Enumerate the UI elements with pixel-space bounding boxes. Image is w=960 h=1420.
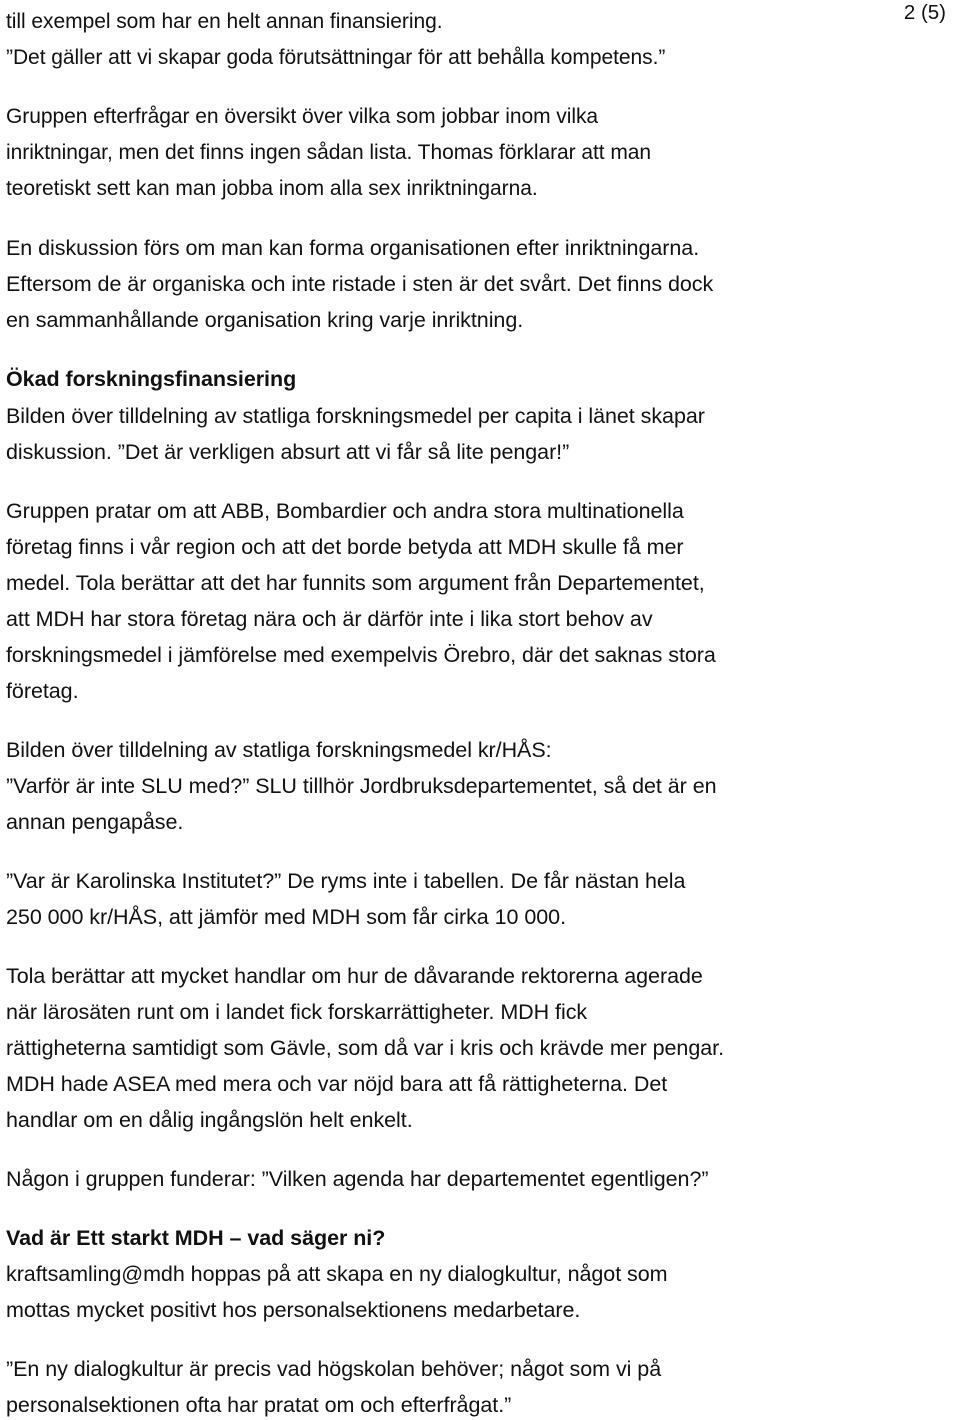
text-line: En diskussion förs om man kan forma organisationen efter inriktningarna. — [6, 236, 700, 260]
text-line: diskussion. ”Det är verkligen absurt att vi får så lite pengar!” — [6, 440, 570, 464]
text-line: mottas mycket positivt hos personalsektionens medarbetare. — [6, 1298, 581, 1322]
text-line: Eftersom de är organiska och inte ristade i sten är det svårt. Det finns dock — [6, 272, 714, 296]
text-line: forskningsmedel i jämförelse med exempelvis Örebro, där det saknas stora — [6, 643, 716, 667]
text-line: Tola berättar att mycket handlar om hur de dåvarande rektorerna agerade — [6, 964, 703, 988]
text-line: 250 000 kr/HÅS, att jämför med MDH som får cirka 10 000. — [6, 905, 567, 929]
text-line: när lärosäten runt om i landet fick forskarrättigheter. MDH fick — [6, 1000, 588, 1024]
text-line: Någon i gruppen funderar: ”Vilken agenda har departementet egentligen?” — [6, 1167, 709, 1191]
text-line: företag. — [6, 679, 79, 703]
quote-line: ”Det gäller att vi skapar goda förutsättningar för att behålla kompetens.” — [6, 46, 666, 69]
text-line: teoretiskt sett kan man jobba inom alla sex inriktningarna. — [6, 177, 538, 200]
section-heading: Vad är Ett starkt MDH – vad säger ni? — [6, 1226, 386, 1250]
text-line: företag finns i vår region och att det borde betyda att MDH skulle få mer — [6, 535, 684, 559]
text-line: ”Var är Karolinska Institutet?” De ryms inte i tabellen. De får nästan hela — [6, 869, 686, 893]
text-line: inriktningar, men det finns ingen sådan lista. Thomas förklarar att man — [6, 141, 652, 164]
quote-line: ”En ny dialogkultur är precis vad högskolan behöver; något som vi på — [6, 1357, 662, 1381]
text-line: medel. Tola berättar att det har funnits som argument från Departementet, — [6, 571, 705, 595]
text-line: Gruppen pratar om att ABB, Bombardier och andra stora multinationella — [6, 499, 684, 523]
text-line: Bilden över tilldelning av statliga forskningsmedel per capita i länet skapar — [6, 404, 705, 428]
text-line: rättigheterna samtidigt som Gävle, som då var i kris och krävde mer pengar. — [6, 1036, 725, 1060]
text-line: kraftsamling@mdh hoppas på att skapa en ny dialogkultur, något som — [6, 1262, 668, 1286]
quote-line: personalsektionen ofta har pratat om och efterfrågat.” — [6, 1393, 512, 1417]
text-line: Gruppen efterfrågar en översikt över vilka som jobbar inom vilka — [6, 105, 599, 128]
text-line: MDH hade ASEA med mera och var nöjd bara att få rättigheterna. Det — [6, 1072, 668, 1096]
text-line: ”Varför är inte SLU med?” SLU tillhör Jordbruksdepartementet, så det är en — [6, 774, 717, 798]
section-heading: Ökad forskningsfinansiering — [6, 367, 297, 391]
text-line: till exempel som har en helt annan finansiering. — [6, 10, 443, 33]
page-number: 2 (5) — [903, 1, 946, 24]
text-line: att MDH har stora företag nära och är därför inte i lika stort behov av — [6, 607, 653, 631]
text-line: Bilden över tilldelning av statliga forskningsmedel kr/HÅS: — [6, 738, 552, 762]
text-line: annan pengapåse. — [6, 810, 184, 834]
text-line: handlar om en dålig ingångslön helt enkelt. — [6, 1108, 413, 1132]
text-line: en sammanhållande organisation kring varje inriktning. — [6, 308, 524, 332]
